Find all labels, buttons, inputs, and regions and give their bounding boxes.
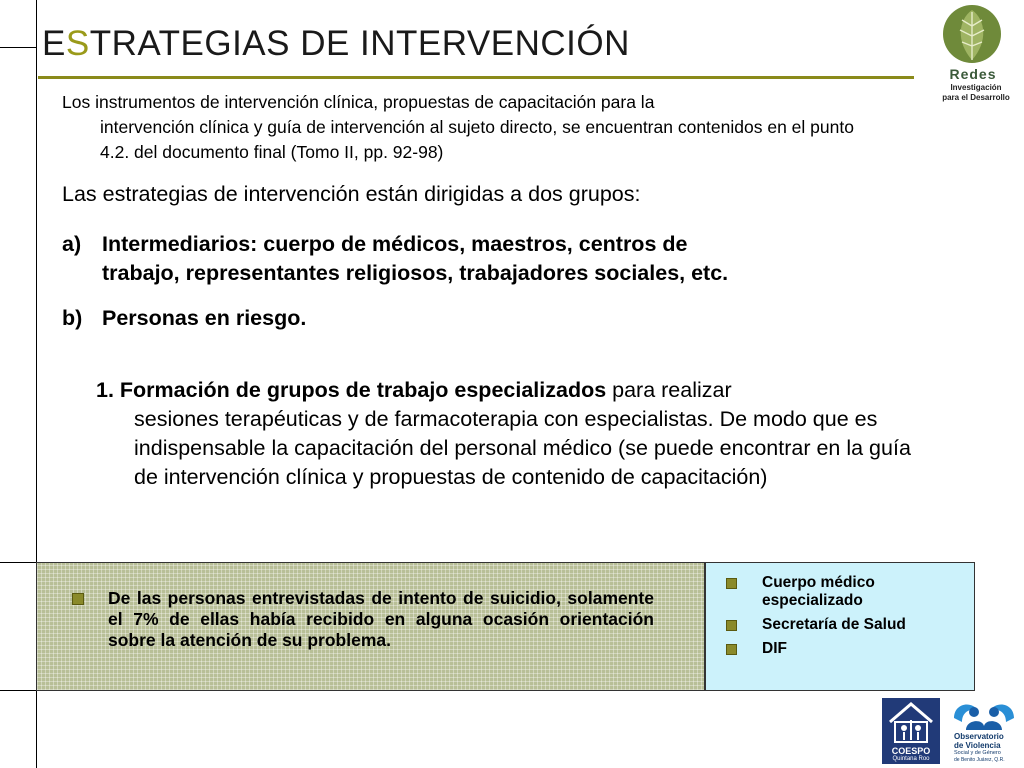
coespo-name: COESPO xyxy=(891,746,931,756)
item-b-text: Personas en riesgo. xyxy=(102,306,307,330)
coespo-logo xyxy=(882,698,940,764)
observatorio-line-2: de Violencia xyxy=(954,741,1001,750)
item-a-line-2: trabajo, representantes religiosos, trabajadores sociales, etc. xyxy=(102,261,729,285)
observatorio-logo xyxy=(946,698,1020,764)
redes-logo xyxy=(938,4,1014,106)
square-bullet-icon xyxy=(72,593,84,605)
list-item xyxy=(726,574,966,610)
list-item-label: Cuerpo médico especializado xyxy=(762,574,875,609)
intro-paragraph xyxy=(62,90,862,165)
item-a-line-1: Intermediarios: cuerpo de médicos, maestros, centros de xyxy=(102,232,688,256)
finding-bullet xyxy=(72,588,654,651)
observatorio-line-1: Observatorio xyxy=(954,732,1004,741)
title-accent-letter: S xyxy=(65,24,90,63)
list-item xyxy=(726,616,966,634)
coespo-subtitle: Quintana Roo xyxy=(892,756,930,762)
square-bullet-icon xyxy=(726,578,737,589)
redes-subtitle: Investigación xyxy=(950,83,1002,92)
formation-heading: 1. Formación de grupos de trabajo especializados xyxy=(96,378,607,402)
left-tick-rule xyxy=(0,690,36,691)
formation-line-1: para realizar xyxy=(606,378,732,402)
item-a-label: a) xyxy=(62,232,82,256)
list-item-label: DIF xyxy=(762,640,787,657)
redes-name: Redes xyxy=(949,66,997,82)
title-first-letter: E xyxy=(42,24,66,63)
title-underline xyxy=(38,76,914,79)
intro-line-1: Los instrumentos de intervención clínica, propuestas de capacitación para la xyxy=(62,92,655,112)
formation-continuation: sesiones terapéuticas y de farmacoterapia con especialistas. De modo que es indispensable la capacitación del personal médico (se puede encontrar en la guía de intervención clínica y propuestas de contenido de capacitación) xyxy=(134,407,911,489)
list-item-b xyxy=(62,304,306,333)
observatorio-line-3: Social y de Género xyxy=(954,750,1001,756)
groups-paragraph: Las estrategias de intervención están dirigidas a dos grupos: xyxy=(62,182,641,206)
list-item-label: Secretaría de Salud xyxy=(762,616,906,633)
title-rest: TRATEGIAS DE INTERVENCIÓN xyxy=(89,24,630,63)
people-icon xyxy=(948,698,1020,732)
intro-continuation: intervención clínica y guía de intervención al sujeto directo, se encuentran contenidos en el punto 4.2. del documento final (Tomo II, pp. 92-98) xyxy=(100,117,854,162)
left-tick-rule xyxy=(0,47,36,48)
finding-text: De las personas entrevistadas de intento de suicidio, solamente el 7% de ellas había recibido en alguna ocasión orientación sobre la atención de su problema. xyxy=(108,588,654,650)
left-tick-rule xyxy=(0,562,36,563)
observatorio-line-4: de Benito Juárez, Q.R. xyxy=(954,757,1005,763)
redes-subtitle-2: para el Desarrollo xyxy=(942,93,1010,102)
leaf-icon xyxy=(942,4,1002,66)
list-item xyxy=(726,640,966,658)
slide-title xyxy=(42,22,630,66)
square-bullet-icon xyxy=(726,644,737,655)
list-item-a xyxy=(62,230,862,288)
square-bullet-icon xyxy=(726,620,737,631)
institutions-list xyxy=(726,574,966,664)
formation-paragraph xyxy=(96,376,916,492)
item-b-label: b) xyxy=(62,306,83,330)
house-icon xyxy=(882,698,940,746)
